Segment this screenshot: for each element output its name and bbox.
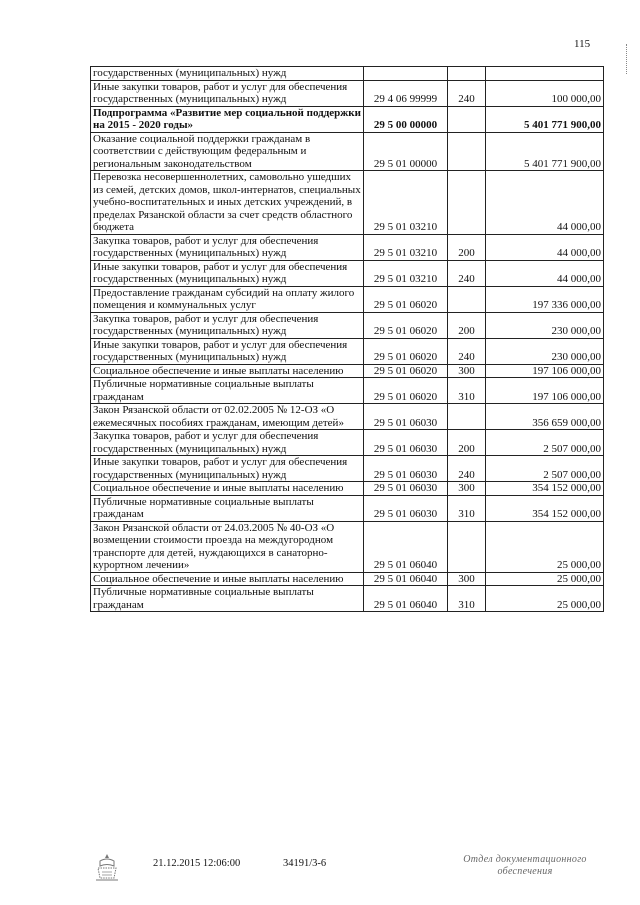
row-sum-cell: 44 000,00 bbox=[486, 234, 604, 260]
row-sum-cell: 197 106 000,00 bbox=[486, 378, 604, 404]
row-name-cell: Закупка товаров, работ и услуг для обеспечения государственных (муниципальных) нужд bbox=[91, 312, 364, 338]
row-sum-cell: 197 336 000,00 bbox=[486, 286, 604, 312]
row-sum-cell: 25 000,00 bbox=[486, 572, 604, 586]
row-type-cell: 240 bbox=[448, 338, 486, 364]
row-name-cell: государственных (муниципальных) нужд bbox=[91, 67, 364, 81]
row-name-cell: Перевозка несовершеннолетних, самовольно ушедших из семей, детских домов, школ-интернатов, специальных учебно-воспитательных и иных детских учреждений, в пределах Рязанской области за счет средств областного бюджета bbox=[91, 171, 364, 235]
row-type-cell: 310 bbox=[448, 586, 486, 612]
table-row bbox=[91, 364, 604, 378]
row-type-cell bbox=[448, 286, 486, 312]
budget-table-body bbox=[91, 67, 604, 612]
row-code-cell: 29 5 00 00000 bbox=[364, 106, 448, 132]
table-row bbox=[91, 286, 604, 312]
row-sum-cell: 230 000,00 bbox=[486, 338, 604, 364]
row-sum-cell: 356 659 000,00 bbox=[486, 404, 604, 430]
row-type-cell bbox=[448, 521, 486, 572]
table-row bbox=[91, 338, 604, 364]
row-sum-cell: 354 152 000,00 bbox=[486, 482, 604, 496]
row-type-cell: 300 bbox=[448, 482, 486, 496]
row-type-cell: 310 bbox=[448, 378, 486, 404]
row-name-cell: Социальное обеспечение и иные выплаты населению bbox=[91, 482, 364, 496]
table-row bbox=[91, 171, 604, 235]
row-type-cell: 200 bbox=[448, 234, 486, 260]
footer-doc-number: 34191/3-6 bbox=[283, 858, 327, 869]
row-name-cell: Публичные нормативные социальные выплаты гражданам bbox=[91, 378, 364, 404]
table-row bbox=[91, 312, 604, 338]
row-name-cell: Подпрограмма «Развитие мер социальной поддержки на 2015 - 2020 годы» bbox=[91, 106, 364, 132]
row-type-cell: 200 bbox=[448, 312, 486, 338]
row-type-cell: 240 bbox=[448, 80, 486, 106]
row-sum-cell: 44 000,00 bbox=[486, 260, 604, 286]
row-code-cell: 29 5 01 06020 bbox=[364, 338, 448, 364]
footer-datetime: 21.12.2015 12:06:00 bbox=[153, 858, 241, 869]
row-code-cell: 29 5 01 00000 bbox=[364, 132, 448, 171]
row-code-cell: 29 5 01 06020 bbox=[364, 378, 448, 404]
table-row bbox=[91, 67, 604, 81]
row-name-cell: Публичные нормативные социальные выплаты гражданам bbox=[91, 495, 364, 521]
row-code-cell: 29 5 01 06020 bbox=[364, 312, 448, 338]
row-name-cell: Иные закупки товаров, работ и услуг для обеспечения государственных (муниципальных) нужд bbox=[91, 260, 364, 286]
row-code-cell: 29 5 01 06030 bbox=[364, 456, 448, 482]
row-type-cell bbox=[448, 106, 486, 132]
row-code-cell: 29 5 01 06040 bbox=[364, 521, 448, 572]
table-row bbox=[91, 482, 604, 496]
row-type-cell bbox=[448, 404, 486, 430]
emblem-icon bbox=[92, 852, 122, 884]
row-code-cell: 29 5 01 06020 bbox=[364, 286, 448, 312]
row-code-cell: 29 5 01 06030 bbox=[364, 495, 448, 521]
department-line-1: Отдел документационного bbox=[463, 854, 587, 865]
row-type-cell bbox=[448, 67, 486, 81]
row-code-cell: 29 5 01 06020 bbox=[364, 364, 448, 378]
table-row bbox=[91, 404, 604, 430]
table-row bbox=[91, 260, 604, 286]
row-name-cell: Публичные нормативные социальные выплаты гражданам bbox=[91, 586, 364, 612]
row-type-cell: 310 bbox=[448, 495, 486, 521]
row-name-cell: Закон Рязанской области от 24.03.2005 № 40-ОЗ «О возмещении стоимости проезда на междугородном транспорте для детей, нуждающихся в санаторно-курортном лечении» bbox=[91, 521, 364, 572]
row-type-cell bbox=[448, 132, 486, 171]
row-name-cell: Иные закупки товаров, работ и услуг для обеспечения государственных (муниципальных) нужд bbox=[91, 338, 364, 364]
row-type-cell bbox=[448, 171, 486, 235]
row-code-cell: 29 5 01 03210 bbox=[364, 234, 448, 260]
row-code-cell bbox=[364, 67, 448, 81]
budget-table bbox=[90, 66, 604, 612]
table-row bbox=[91, 80, 604, 106]
table-row bbox=[91, 234, 604, 260]
row-sum-cell: 5 401 771 900,00 bbox=[486, 106, 604, 132]
table-row bbox=[91, 430, 604, 456]
row-sum-cell: 230 000,00 bbox=[486, 312, 604, 338]
row-sum-cell: 5 401 771 900,00 bbox=[486, 132, 604, 171]
row-code-cell: 29 5 01 06030 bbox=[364, 482, 448, 496]
margin-marks bbox=[626, 44, 631, 74]
row-sum-cell: 25 000,00 bbox=[486, 521, 604, 572]
row-code-cell: 29 5 01 06040 bbox=[364, 572, 448, 586]
page-footer bbox=[0, 854, 640, 894]
row-name-cell: Иные закупки товаров, работ и услуг для обеспечения государственных (муниципальных) нужд bbox=[91, 80, 364, 106]
row-type-cell: 240 bbox=[448, 456, 486, 482]
row-name-cell: Закупка товаров, работ и услуг для обеспечения государственных (муниципальных) нужд bbox=[91, 430, 364, 456]
table-row bbox=[91, 132, 604, 171]
row-code-cell: 29 5 01 03210 bbox=[364, 260, 448, 286]
row-sum-cell: 25 000,00 bbox=[486, 586, 604, 612]
table-row bbox=[91, 586, 604, 612]
department-line-2: обеспечения bbox=[497, 866, 553, 877]
table-row bbox=[91, 378, 604, 404]
row-type-cell: 300 bbox=[448, 364, 486, 378]
row-type-cell: 240 bbox=[448, 260, 486, 286]
row-sum-cell: 2 507 000,00 bbox=[486, 456, 604, 482]
row-type-cell: 200 bbox=[448, 430, 486, 456]
row-name-cell: Закупка товаров, работ и услуг для обеспечения государственных (муниципальных) нужд bbox=[91, 234, 364, 260]
row-sum-cell bbox=[486, 67, 604, 81]
row-name-cell: Оказание социальной поддержки гражданам в соответствии с действующим федеральным и региональным законодательством bbox=[91, 132, 364, 171]
row-code-cell: 29 5 01 06040 bbox=[364, 586, 448, 612]
table-row bbox=[91, 521, 604, 572]
row-name-cell: Закон Рязанской области от 02.02.2005 № 12-ОЗ «О ежемесячных пособиях гражданам, имеющим детей» bbox=[91, 404, 364, 430]
row-sum-cell: 44 000,00 bbox=[486, 171, 604, 235]
row-code-cell: 29 5 01 06030 bbox=[364, 404, 448, 430]
row-name-cell: Иные закупки товаров, работ и услуг для обеспечения государственных (муниципальных) нужд bbox=[91, 456, 364, 482]
row-sum-cell: 197 106 000,00 bbox=[486, 364, 604, 378]
table-row bbox=[91, 456, 604, 482]
row-code-cell: 29 5 01 03210 bbox=[364, 171, 448, 235]
page-number: 115 bbox=[574, 38, 591, 50]
row-sum-cell: 354 152 000,00 bbox=[486, 495, 604, 521]
row-type-cell: 300 bbox=[448, 572, 486, 586]
row-name-cell: Предоставление гражданам субсидий на оплату жилого помещения и коммунальных услуг bbox=[91, 286, 364, 312]
row-name-cell: Социальное обеспечение и иные выплаты населению bbox=[91, 572, 364, 586]
row-name-cell: Социальное обеспечение и иные выплаты населению bbox=[91, 364, 364, 378]
row-code-cell: 29 5 01 06030 bbox=[364, 430, 448, 456]
row-sum-cell: 2 507 000,00 bbox=[486, 430, 604, 456]
row-sum-cell: 100 000,00 bbox=[486, 80, 604, 106]
department-stamp bbox=[445, 854, 605, 878]
table-row bbox=[91, 106, 604, 132]
table-row bbox=[91, 572, 604, 586]
row-code-cell: 29 4 06 99999 bbox=[364, 80, 448, 106]
table-row bbox=[91, 495, 604, 521]
